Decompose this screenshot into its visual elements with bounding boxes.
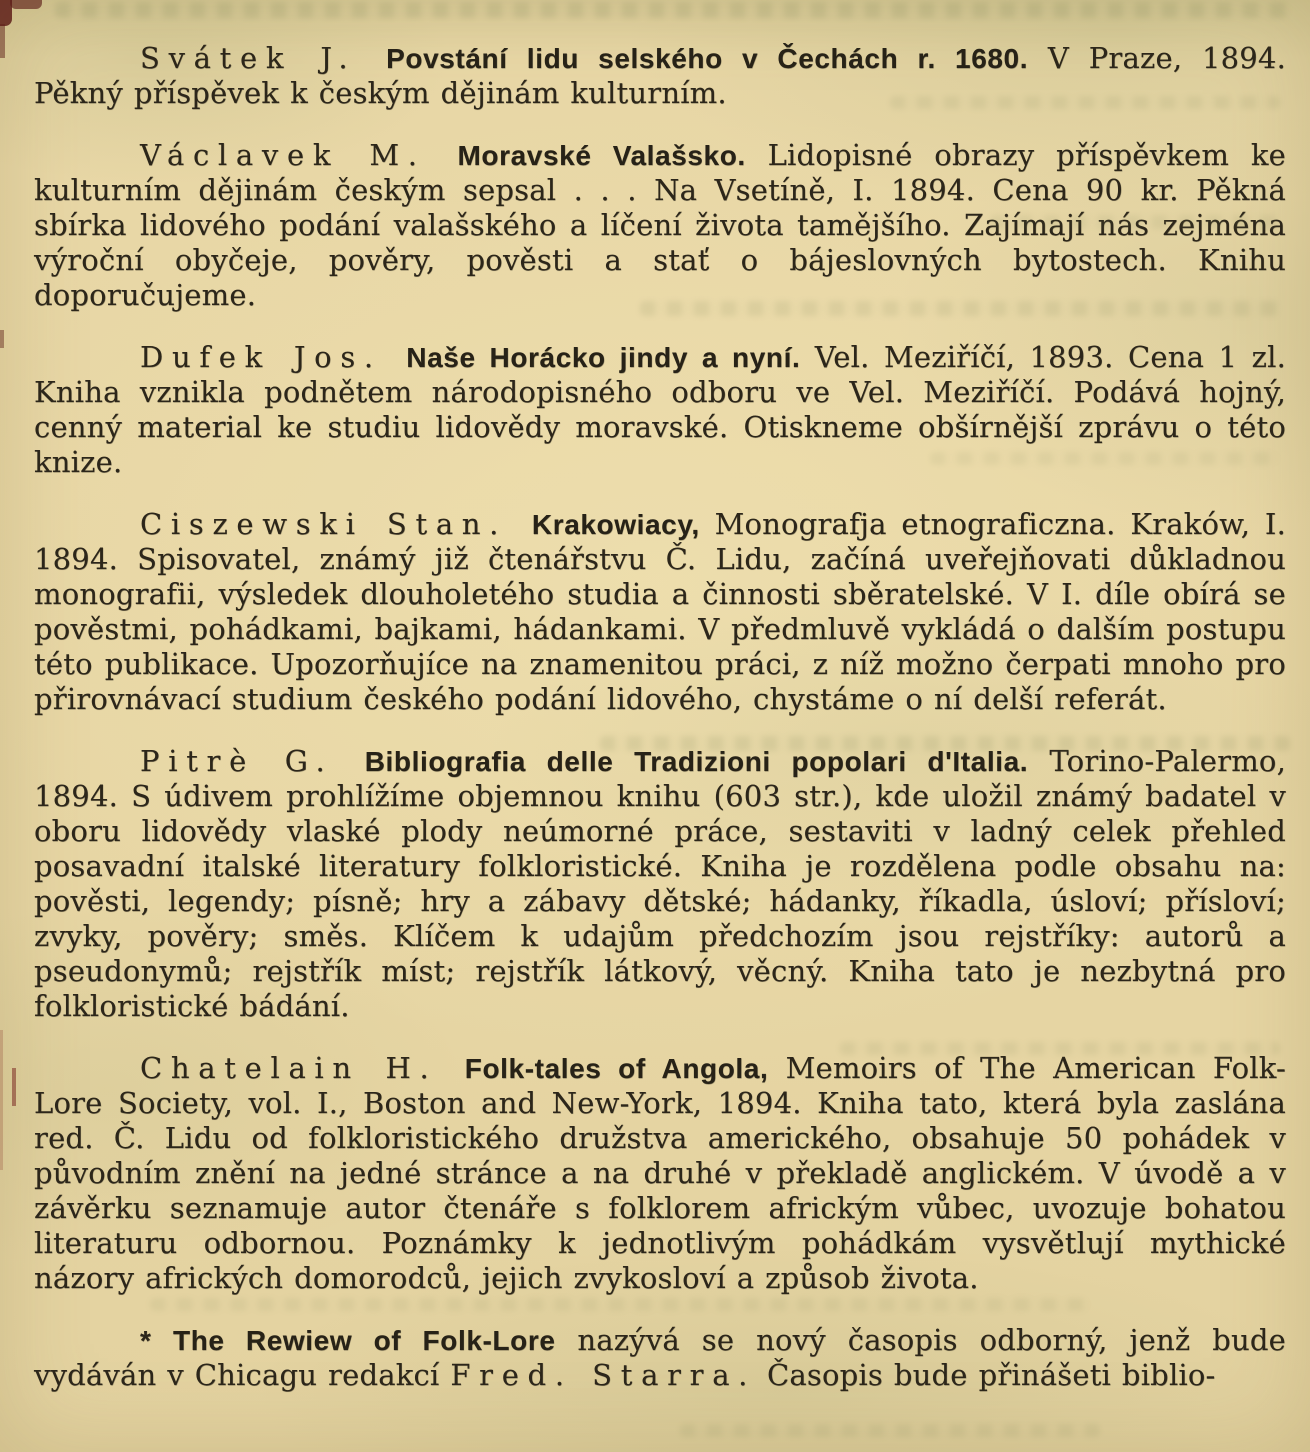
entry-text: Lidopisné obrazy příspěvkem ke kulturním dějinám českým sepsal . . . Na Vsetíně, I. 1894. Cena 90 kr. Pěkná sbírka lidového podání valašského a líčení života tamějšího. Zajímají nás zejména výroční obyčeje, pověry, pověsti a stať o bájeslovných bytostech. Knihu doporučujeme. — [34, 138, 1286, 312]
author-name: Svátek J. — [140, 41, 357, 75]
author-name: Dufek Jos. — [140, 340, 382, 374]
bib-entry-chatelain — [34, 1051, 1286, 1296]
ink-stain — [12, 1068, 16, 1106]
work-title: The Rewiew of Folk-Lore — [173, 1325, 556, 1356]
bib-entry-dufek — [34, 340, 1286, 480]
author-name: Ciszewski Stan. — [140, 507, 508, 541]
entry-text: Torino-Palermo, 1894. S údivem prohlížíme objemnou knihu (603 str.), kde uložil známý badatel v oboru lidovědy vlaské plody neúmorné práce, sestaviti v ladný celek přehled posavadní italské literatury folkloristické. Kniha je rozdělena podle obsahu na: pověsti, legendy; písně; hry a zábavy dětské; hádanky, říkadla, úsloví; přísloví; zvyky, pověry; směs. Klíčem k udajům předchozím jsou rejstříky: autorů a pseudonymů; rejstřík míst; rejstřík látkový, věcný. Kniha tato je nezbytná pro folkloristické bádání. — [34, 744, 1286, 1023]
work-title: Povstání lidu selského v Čechách r. 1680. — [386, 43, 1029, 74]
ink-stain — [0, 24, 5, 58]
entry-text: Vel. Meziříčí, 1893. Cena 1 zl. Kniha vznikla podnětem národopisného odboru ve Vel. Meziříčí. Podává hojný, cenný material ke studiu lidovědy moravské. Otiskneme obšírnější zprávu o této knize. — [34, 340, 1286, 479]
entry-text: V Praze, 1894. Pěkný příspěvek k českým dějinám kulturním. — [34, 41, 1287, 110]
work-title: Bibliografia delle Tradizioni popolari d'Italia. — [364, 746, 1029, 777]
work-title: Moravské Valašsko. — [457, 140, 746, 171]
bib-entry-vaclavek — [34, 138, 1286, 313]
entry-text: nazývá se nový časopis odborný, jenž bude vydáván v Chicagu redakcí — [34, 1323, 1286, 1392]
bib-entry-ciszewski — [34, 507, 1286, 717]
work-title: Krakowiacy, — [531, 509, 700, 540]
ink-stain — [0, 0, 12, 26]
entry-text: Memoirs of The American Folk-Lore Society, vol. I., Boston and New-York, 1894. Kniha tato, která byla zaslána red. Č. Lidu od folkloristického družstva amerického, obsahuje 50 pohádek v původním znění na jedné stránce a na druhé v překladě anglickém. V úvodě a v závěrku seznamuje autor čtenáře s folklorem africkým vůbec, uvozuje bohatou literaturu odbornou. Poznámky k jednotlivým pohádkám vysvětlují mythické názory afrických domorodců, jejich zvykosloví a způsob života. — [34, 1051, 1287, 1295]
work-title: Naše Horácko jindy a nyní. — [406, 342, 801, 373]
ink-stain — [10, 0, 42, 9]
editor-name: Fred. Starra. — [450, 1358, 757, 1392]
entry-text: Monografja etnograficzna. Kraków, I. 1894. Spisovatel, známý již čtenářstvu Č. Lidu, začíná uveřejňovati důkladnou monografii, výsledek dlouholetého studia a činnosti sběratelské. V I. díle obírá se pověstmi, pohádkami, bajkami, hádankami. V předmluvě vykládá o dalším postupu této publikace. Upozorňujíce na znamenitou práci, z níž možno čerpati mnoho pro přirovnávací studium českého podání lidového, chystáme o ní delší referát. — [34, 507, 1286, 716]
author-name: Chatelain H. — [140, 1051, 438, 1085]
show-through-artifact — [55, 2, 1290, 18]
bib-entry-pitre — [34, 744, 1286, 1024]
bib-entry-review-folklore — [34, 1323, 1286, 1393]
author-name: Václavek M. — [140, 138, 426, 172]
bib-entry-svatek — [34, 41, 1286, 111]
work-title: Folk-tales of Angola, — [464, 1053, 769, 1084]
entry-text: Časopis bude přinášeti biblio- — [767, 1358, 1216, 1392]
ink-stain — [0, 330, 4, 348]
ink-stain — [0, 1030, 3, 1170]
author-name: Pitrè G. — [140, 744, 334, 778]
show-through-artifact — [680, 1424, 1100, 1437]
show-through-artifact — [150, 1298, 1090, 1311]
asterisk-marker: * — [140, 1325, 152, 1356]
